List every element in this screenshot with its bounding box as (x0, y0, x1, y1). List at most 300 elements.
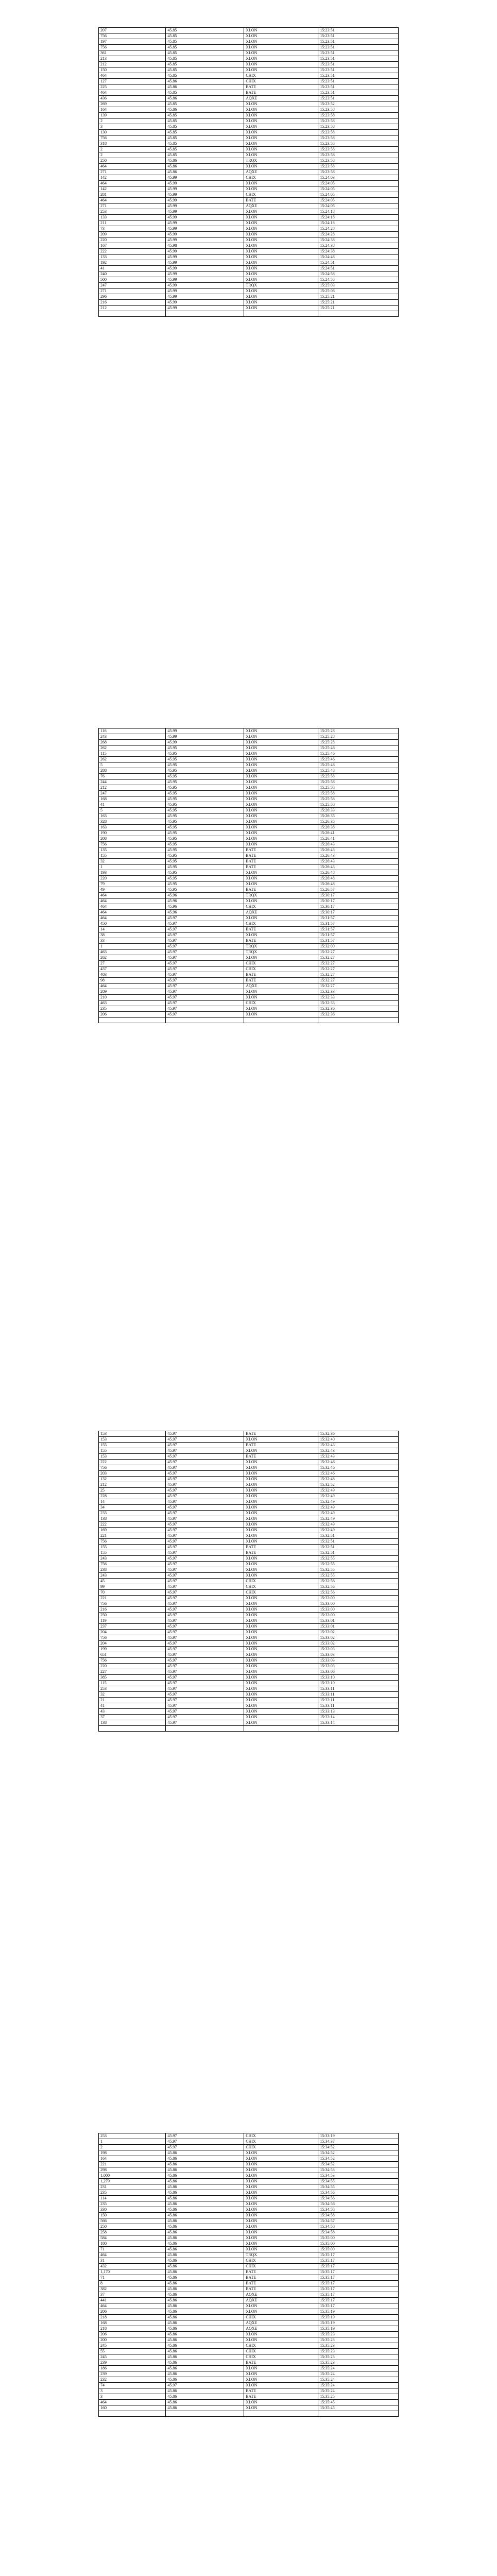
price-cell: 45.99 (166, 209, 244, 215)
volume-cell: 41 (99, 1703, 166, 1709)
time-cell: 15:32:36 (318, 1006, 399, 1012)
price-cell: 45.97 (166, 989, 244, 995)
venue-cell: XLON (244, 1669, 318, 1675)
volume-cell: 464 (99, 198, 166, 204)
time-cell: 15:31:57 (318, 927, 399, 933)
table-row (99, 938, 399, 944)
table-row (99, 762, 399, 768)
table-row (99, 164, 399, 170)
table-row (99, 921, 399, 927)
table-row (99, 779, 399, 785)
volume-cell: 464 (99, 73, 166, 79)
time-cell: 15:32:52 (318, 1482, 399, 1488)
volume-cell: 1 (99, 944, 166, 950)
time-cell: 15:34:52 (318, 2162, 399, 2167)
time-cell: 15:33:03 (318, 1652, 399, 1658)
price-cell: 45.86 (166, 2354, 244, 2360)
table-row (99, 170, 399, 175)
volume-cell: 3 (99, 124, 166, 130)
volume-cell: 271 (99, 170, 166, 175)
time-cell: 15:35:23 (318, 2354, 399, 2360)
venue-cell: CHIX (244, 1590, 318, 1596)
volume-cell: 210 (99, 995, 166, 1001)
volume-cell: 756 (99, 1601, 166, 1607)
volume-cell: 193 (99, 870, 166, 876)
time-cell: 15:23:51 (318, 50, 399, 56)
price-cell: 45.97 (166, 1686, 244, 1692)
volume-cell: 464 (99, 984, 166, 989)
time-cell: 15:33:00 (318, 1601, 399, 1607)
time-cell: 15:33:14 (318, 1720, 399, 1726)
table-row (99, 56, 399, 62)
venue-cell: XLON (244, 187, 318, 192)
price-cell: 45.86 (166, 2196, 244, 2201)
volume-cell: 258 (99, 2230, 166, 2235)
volume-cell: 227 (99, 1669, 166, 1675)
price-cell: 45.95 (166, 842, 244, 848)
venue-cell: XLON (244, 260, 318, 266)
price-cell: 45.95 (166, 779, 244, 785)
table-row (99, 791, 399, 796)
volume-cell: 150 (99, 67, 166, 73)
venue-cell: BATE (244, 2388, 318, 2394)
volume-cell: 153 (99, 1431, 166, 1437)
time-cell: 15:35:17 (318, 2286, 399, 2292)
venue-cell: XLON (244, 1448, 318, 1454)
venue-cell: XLON (244, 1607, 318, 1613)
table-row (99, 124, 399, 130)
venue-cell: XLON (244, 1505, 318, 1511)
empty-cell (318, 1018, 399, 1023)
price-cell: 45.99 (166, 221, 244, 226)
table-row (99, 135, 399, 141)
table-row (99, 283, 399, 289)
price-cell: 45.97 (166, 1454, 244, 1460)
price-cell: 45.97 (166, 944, 244, 950)
time-cell: 15:32:55 (318, 1573, 399, 1579)
price-cell: 45.86 (166, 2167, 244, 2173)
venue-cell: CHIX (244, 921, 318, 927)
price-cell: 45.99 (166, 734, 244, 740)
time-cell: 15:34:58 (318, 2213, 399, 2218)
time-cell: 15:35:24 (318, 2377, 399, 2383)
venue-cell: XLON (244, 933, 318, 938)
volume-cell: 167 (99, 243, 166, 249)
volume-cell: 211 (99, 221, 166, 226)
price-cell: 45.86 (166, 2235, 244, 2241)
price-cell: 45.97 (166, 1709, 244, 1715)
table-row (99, 995, 399, 1001)
table-row (99, 2235, 399, 2241)
table-row (99, 768, 399, 774)
time-cell: 15:35:24 (318, 2388, 399, 2394)
volume-cell: 192 (99, 260, 166, 266)
time-cell: 15:32:49 (318, 1499, 399, 1505)
time-cell: 15:35:23 (318, 2337, 399, 2343)
price-cell: 45.86 (166, 2337, 244, 2343)
price-cell: 45.97 (166, 1658, 244, 1664)
time-cell: 15:35:19 (318, 2309, 399, 2315)
time-cell: 15:35:00 (318, 2247, 399, 2252)
time-cell: 15:33:06 (318, 1669, 399, 1675)
table-row (99, 944, 399, 950)
volume-cell: 153 (99, 1454, 166, 1460)
venue-cell: XLON (244, 989, 318, 995)
table-row (99, 2349, 399, 2354)
time-cell: 15:25:21 (318, 294, 399, 300)
table-row (99, 107, 399, 113)
table-row (99, 2230, 399, 2235)
empty-cell (318, 2411, 399, 2417)
venue-cell: XLON (244, 740, 318, 745)
volume-cell: 71 (99, 2275, 166, 2281)
table-row (99, 1579, 399, 1584)
table-row (99, 238, 399, 243)
price-cell: 45.99 (166, 175, 244, 181)
price-cell: 45.86 (166, 2184, 244, 2190)
volume-cell: 209 (99, 989, 166, 995)
time-cell: 15:25:28 (318, 740, 399, 745)
time-cell: 15:35:19 (318, 2320, 399, 2326)
price-cell: 45.97 (166, 1516, 244, 1522)
table-row (99, 1471, 399, 1477)
time-cell: 15:33:00 (318, 1596, 399, 1601)
price-cell: 45.97 (166, 1607, 244, 1613)
volume-cell: 237 (99, 1624, 166, 1630)
price-cell: 45.86 (166, 2264, 244, 2269)
time-cell: 15:35:17 (318, 2281, 399, 2286)
venue-cell: XLON (244, 272, 318, 277)
price-cell: 45.97 (166, 961, 244, 967)
volume-cell: 55 (99, 2349, 166, 2354)
venue-cell: BATE (244, 972, 318, 978)
volume-cell: 180 (99, 2241, 166, 2247)
time-cell: 15:24:51 (318, 260, 399, 266)
table-row (99, 2400, 399, 2405)
price-cell: 45.97 (166, 1703, 244, 1709)
price-cell: 45.99 (166, 181, 244, 187)
volume-cell: 262 (99, 745, 166, 751)
table-row (99, 1465, 399, 1471)
table-row (99, 96, 399, 101)
price-cell: 45.86 (166, 96, 244, 101)
volume-cell: 253 (99, 209, 166, 215)
time-cell: 15:32:46 (318, 1460, 399, 1465)
table-row (99, 1006, 399, 1012)
volume-cell: 318 (99, 141, 166, 147)
time-cell: 15:25:21 (318, 300, 399, 306)
price-cell: 45.97 (166, 1545, 244, 1550)
volume-cell: 73 (99, 226, 166, 232)
price-cell: 45.97 (166, 1443, 244, 1448)
table-row (99, 2298, 399, 2303)
venue-cell: BATE (244, 1431, 318, 1437)
time-cell: 15:34:52 (318, 2156, 399, 2162)
table-row (99, 152, 399, 158)
time-cell: 15:32:36 (318, 1012, 399, 1018)
venue-cell: XLON (244, 209, 318, 215)
venue-cell: XLON (244, 1516, 318, 1522)
time-cell: 15:33:14 (318, 1715, 399, 1720)
time-cell: 15:24:58 (318, 272, 399, 277)
price-cell: 45.85 (166, 62, 244, 67)
price-cell: 45.85 (166, 67, 244, 73)
volume-cell: 436 (99, 96, 166, 101)
time-cell: 15:26:33 (318, 808, 399, 814)
volume-cell: 216 (99, 300, 166, 306)
table-row (99, 232, 399, 238)
table-row (99, 2201, 399, 2207)
volume-cell: 243 (99, 1573, 166, 1579)
venue-cell: XLON (244, 1006, 318, 1012)
table-row (99, 1562, 399, 1567)
venue-cell: XLON (244, 808, 318, 814)
volume-cell: 245 (99, 2343, 166, 2349)
table-row (99, 893, 399, 899)
time-cell: 15:23:58 (318, 107, 399, 113)
venue-cell: XLON (244, 734, 318, 740)
venue-cell: XLON (244, 745, 318, 751)
venue-cell: XLON (244, 779, 318, 785)
venue-cell: XLON (244, 2179, 318, 2184)
table-row (99, 989, 399, 995)
venue-cell: XLON (244, 56, 318, 62)
time-cell: 15:35:17 (318, 2292, 399, 2298)
venue-cell: XLON (244, 238, 318, 243)
volume-cell: 1,170 (99, 2269, 166, 2275)
volume-cell: 281 (99, 192, 166, 198)
venue-cell: XLON (244, 1522, 318, 1528)
time-cell: 15:30:17 (318, 904, 399, 910)
venue-cell: CHIX (244, 2145, 318, 2150)
table-row (99, 751, 399, 757)
venue-cell: BATE (244, 2281, 318, 2286)
page-4 (98, 2133, 399, 2417)
time-cell: 15:35:17 (318, 2258, 399, 2264)
time-cell: 15:32:46 (318, 1471, 399, 1477)
venue-cell: XLON (244, 1556, 318, 1562)
price-cell: 45.85 (166, 90, 244, 96)
venue-cell: TRQX (244, 283, 318, 289)
venue-cell: XLON (244, 762, 318, 768)
venue-cell: XLON (244, 243, 318, 249)
table-row (99, 1647, 399, 1652)
table-row (99, 2156, 399, 2162)
venue-cell: XLON (244, 2150, 318, 2156)
time-cell: 15:32:49 (318, 1494, 399, 1499)
price-cell: 45.97 (166, 1001, 244, 1006)
venue-cell: XLON (244, 2309, 318, 2315)
table-row (99, 1596, 399, 1601)
volume-cell: 584 (99, 2235, 166, 2241)
volume-cell: 37 (99, 1715, 166, 1720)
venue-cell: CHIX (244, 2133, 318, 2139)
table-row (99, 79, 399, 84)
venue-cell: XLON (244, 876, 318, 882)
price-cell: 45.85 (166, 124, 244, 130)
price-cell: 45.85 (166, 50, 244, 56)
time-cell: 15:24:28 (318, 226, 399, 232)
price-cell: 45.97 (166, 984, 244, 989)
price-cell: 45.99 (166, 289, 244, 294)
volume-cell: 250 (99, 1613, 166, 1618)
price-cell: 45.99 (166, 306, 244, 311)
volume-cell: 222 (99, 249, 166, 255)
venue-cell: BATE (244, 2275, 318, 2281)
volume-cell: 164 (99, 2156, 166, 2162)
price-cell: 45.86 (166, 2360, 244, 2366)
volume-cell: 756 (99, 1539, 166, 1545)
time-cell: 15:23:52 (318, 101, 399, 107)
venue-cell: BATE (244, 90, 318, 96)
volume-cell: 271 (99, 289, 166, 294)
venue-cell: CHIX (244, 2343, 318, 2349)
time-cell: 15:24:05 (318, 181, 399, 187)
price-cell: 45.95 (166, 796, 244, 802)
price-cell: 45.97 (166, 1562, 244, 1567)
table-row (99, 1675, 399, 1681)
venue-cell: XLON (244, 147, 318, 152)
venue-cell: CHIX (244, 1579, 318, 1584)
volume-cell: 651 (99, 1652, 166, 1658)
empty-cell (166, 2411, 244, 2417)
table-row (99, 2292, 399, 2298)
venue-cell: XLON (244, 2167, 318, 2173)
volume-cell: 168 (99, 796, 166, 802)
price-cell: 45.85 (166, 118, 244, 124)
time-cell: 15:23:58 (318, 130, 399, 135)
price-cell: 45.99 (166, 198, 244, 204)
time-cell: 15:23:51 (318, 79, 399, 84)
time-cell: 15:24:51 (318, 266, 399, 272)
venue-cell: XLON (244, 294, 318, 300)
volume-cell: 432 (99, 2264, 166, 2269)
time-cell: 15:24:38 (318, 238, 399, 243)
price-cell: 45.97 (166, 2133, 244, 2139)
volume-cell: 41 (99, 802, 166, 808)
table-row (99, 260, 399, 266)
time-cell: 15:32:33 (318, 989, 399, 995)
volume-cell: 197 (99, 39, 166, 45)
time-cell: 15:24:05 (318, 198, 399, 204)
venue-cell: XLON (244, 796, 318, 802)
volume-cell: 212 (99, 1482, 166, 1488)
price-cell: 45.97 (166, 955, 244, 961)
price-cell: 45.95 (166, 785, 244, 791)
price-cell: 45.97 (166, 1550, 244, 1556)
price-cell: 45.95 (166, 882, 244, 887)
price-cell: 45.85 (166, 135, 244, 141)
venue-cell: XLON (244, 226, 318, 232)
venue-cell: AQXE (244, 2320, 318, 2326)
time-cell: 15:32:56 (318, 1579, 399, 1584)
volume-cell: 160 (99, 2405, 166, 2411)
empty-cell (99, 1018, 166, 1023)
volume-cell: 71 (99, 2247, 166, 2252)
volume-cell: 1 (99, 865, 166, 870)
volume-cell: 243 (99, 734, 166, 740)
price-cell: 45.97 (166, 1437, 244, 1443)
table-row (99, 882, 399, 887)
time-cell: 15:24:18 (318, 221, 399, 226)
venue-cell: XLON (244, 255, 318, 260)
venue-cell: CHIX (244, 967, 318, 972)
empty-cell (166, 311, 244, 317)
volume-cell: 212 (99, 306, 166, 311)
volume-cell: 130 (99, 130, 166, 135)
table-row (99, 2383, 399, 2388)
time-cell: 15:23:58 (318, 147, 399, 152)
time-cell: 15:32:27 (318, 967, 399, 972)
price-cell: 45.86 (166, 2394, 244, 2400)
venue-cell: BATE (244, 978, 318, 984)
venue-cell: XLON (244, 1533, 318, 1539)
time-cell: 15:35:45 (318, 2400, 399, 2405)
table-row (99, 1567, 399, 1573)
table-row (99, 221, 399, 226)
time-cell: 15:25:58 (318, 774, 399, 779)
venue-cell: XLON (244, 1692, 318, 1698)
table-row (99, 836, 399, 842)
time-cell: 15:23:51 (318, 67, 399, 73)
time-cell: 15:33:01 (318, 1624, 399, 1630)
table-row (99, 2309, 399, 2315)
table-row (99, 1488, 399, 1494)
table-row (99, 2326, 399, 2332)
volume-cell: 116 (99, 728, 166, 734)
price-cell: 45.86 (166, 2388, 244, 2394)
table-row (99, 2139, 399, 2145)
venue-cell: XLON (244, 1567, 318, 1573)
table-row (99, 289, 399, 294)
time-cell: 15:24:28 (318, 232, 399, 238)
price-cell: 45.97 (166, 1477, 244, 1482)
volume-cell: 169 (99, 1528, 166, 1533)
trades-table (98, 2133, 399, 2417)
venue-cell: XLON (244, 791, 318, 796)
empty-cell (318, 311, 399, 317)
volume-cell: 239 (99, 2360, 166, 2366)
table-row (99, 831, 399, 836)
table-padding (99, 311, 399, 317)
time-cell: 15:35:17 (318, 2264, 399, 2269)
price-cell: 45.97 (166, 1613, 244, 1618)
volume-cell: 218 (99, 2326, 166, 2332)
venue-cell: XLON (244, 1465, 318, 1471)
price-cell: 45.95 (166, 848, 244, 853)
volume-cell: 361 (99, 50, 166, 56)
venue-cell: XLON (244, 774, 318, 779)
venue-cell: XLON (244, 1562, 318, 1567)
time-cell: 15:35:19 (318, 2315, 399, 2320)
venue-cell: XLON (244, 1675, 318, 1681)
venue-cell: XLON (244, 289, 318, 294)
price-cell: 45.97 (166, 1720, 244, 1726)
price-cell: 45.97 (166, 1539, 244, 1545)
table-row (99, 39, 399, 45)
volume-cell: 222 (99, 1460, 166, 1465)
price-cell: 45.95 (166, 887, 244, 893)
volume-cell: 464 (99, 904, 166, 910)
price-cell: 45.86 (166, 2162, 244, 2167)
price-cell: 45.99 (166, 204, 244, 209)
table-row (99, 28, 399, 33)
volume-cell: 25 (99, 1488, 166, 1494)
price-cell: 45.85 (166, 28, 244, 33)
venue-cell: XLON (244, 882, 318, 887)
price-cell: 45.86 (166, 2247, 244, 2252)
time-cell: 15:34:56 (318, 2201, 399, 2207)
